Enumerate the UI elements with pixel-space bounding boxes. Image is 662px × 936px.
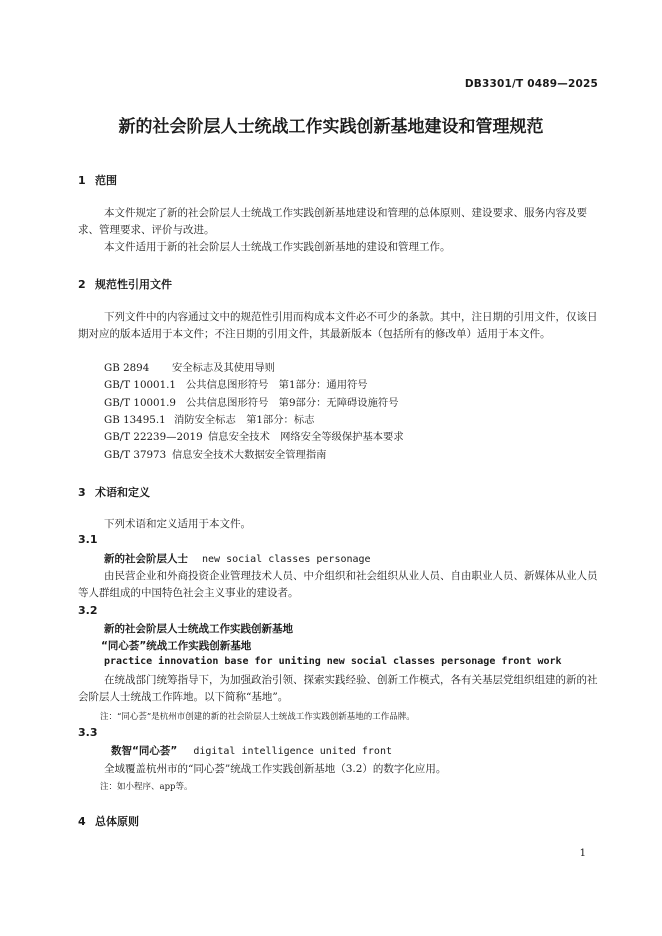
section-number: 2 xyxy=(78,278,86,291)
reference-code: GB 2894 xyxy=(104,362,150,374)
normative-intro: 下列文件中的内容通过文中的规范性引用而构成本文件必不可少的条款。其中，注日期的引用文件，仅该日期对应的版本适用于本文件；不注日期的引用文件，其最新版本（包括所有的修改单）适用于本文件。 xyxy=(78,311,598,340)
reference-code: GB/T 37973 xyxy=(104,449,167,461)
document-number: DB3301/T 0489—2025 xyxy=(464,78,598,90)
reference-code: GB/T 22239—2019 xyxy=(104,431,203,443)
reference-item xyxy=(104,412,314,429)
section-title: 规范性引用文件 xyxy=(95,278,172,291)
term-entry xyxy=(104,551,371,566)
clause-number: 3.3 xyxy=(78,726,98,739)
section-number: 4 xyxy=(78,815,86,828)
reference-item xyxy=(104,377,368,394)
term-note: 注：如小程序、app等。 xyxy=(100,782,193,792)
section-heading-3 xyxy=(78,484,150,500)
section-title: 范围 xyxy=(95,174,117,187)
reference-item xyxy=(104,429,404,446)
term-chinese: 新的社会阶层人士 xyxy=(104,553,188,565)
reference-title: 消防安全标志 第1部分：标志 xyxy=(174,414,315,426)
term-chinese: 数智“同心荟” xyxy=(111,745,178,757)
reference-item xyxy=(104,360,275,377)
term-definition: 由民营企业和外商投资企业管理技术人员、中介组织和社会组织从业人员、自由职业人员、新媒体从业人员等人群组成的中国特色社会主义事业的建设者。 xyxy=(78,570,598,599)
reference-title: 公共信息图形符号 第9部分：无障碍设施符号 xyxy=(186,397,399,409)
section-number: 1 xyxy=(78,174,86,187)
reference-code: GB/T 10001.1 xyxy=(104,379,176,391)
term-english: digital intelligence united front xyxy=(193,746,392,757)
term-definition: 在统战部门统筹指导下，为加强政治引领、探索实践经验、创新工作模式，各有关基层党组织组建的新的社会阶层人士统战工作阵地。以下简称“基地”。 xyxy=(78,674,598,703)
reference-title: 信息安全技术 网络安全等级保护基本要求 xyxy=(208,431,404,443)
page-title: 新的社会阶层人士统战工作实践创新基地建设和管理规范 xyxy=(118,117,544,137)
section-title: 术语和定义 xyxy=(95,486,150,499)
section-number: 3 xyxy=(78,486,86,499)
clause-number: 3.2 xyxy=(78,604,98,617)
page-number: 1 xyxy=(579,848,586,859)
term-note: 注：“同心荟”是杭州市创建的新的社会阶层人士统战工作实践创新基地的工作品牌。 xyxy=(100,712,415,722)
reference-title: 信息安全技术大数据安全管理指南 xyxy=(172,449,327,461)
section-heading-2 xyxy=(78,276,172,292)
term-definition: 全域覆盖杭州市的“同心荟”统战工作实践创新基地（3.2）的数字化应用。 xyxy=(104,763,447,775)
reference-code: GB 13495.1 xyxy=(104,414,166,426)
section-heading-4 xyxy=(78,813,139,829)
reference-item xyxy=(104,395,399,412)
scope-paragraph-1: 本文件规定了新的社会阶层人士统战工作实践创新基地建设和管理的总体原则、建设要求、服务内容及要求、管理要求、评价与改进。 xyxy=(78,207,587,236)
scope-paragraph-2: 本文件适用于新的社会阶层人士统战工作实践创新基地的建设和管理工作。 xyxy=(104,241,451,253)
term-chinese-alt: “同心荟”统战工作实践创新基地 xyxy=(101,640,252,652)
term-chinese: 新的社会阶层人士统战工作实践创新基地 xyxy=(104,623,293,635)
reference-item xyxy=(104,447,326,464)
term-english: practice innovation base for uniting new social classes personage front work xyxy=(104,656,562,667)
reference-title: 安全标志及其使用导则 xyxy=(172,362,275,374)
section-title: 总体原则 xyxy=(95,815,139,828)
terms-intro: 下列术语和定义适用于本文件。 xyxy=(104,518,251,530)
section-heading-1 xyxy=(78,172,117,188)
term-entry xyxy=(111,743,392,758)
reference-code: GB/T 10001.9 xyxy=(104,397,176,409)
clause-number: 3.1 xyxy=(78,533,98,546)
term-english: new social classes personage xyxy=(202,554,371,565)
reference-title: 公共信息图形符号 第1部分：通用符号 xyxy=(186,379,368,391)
